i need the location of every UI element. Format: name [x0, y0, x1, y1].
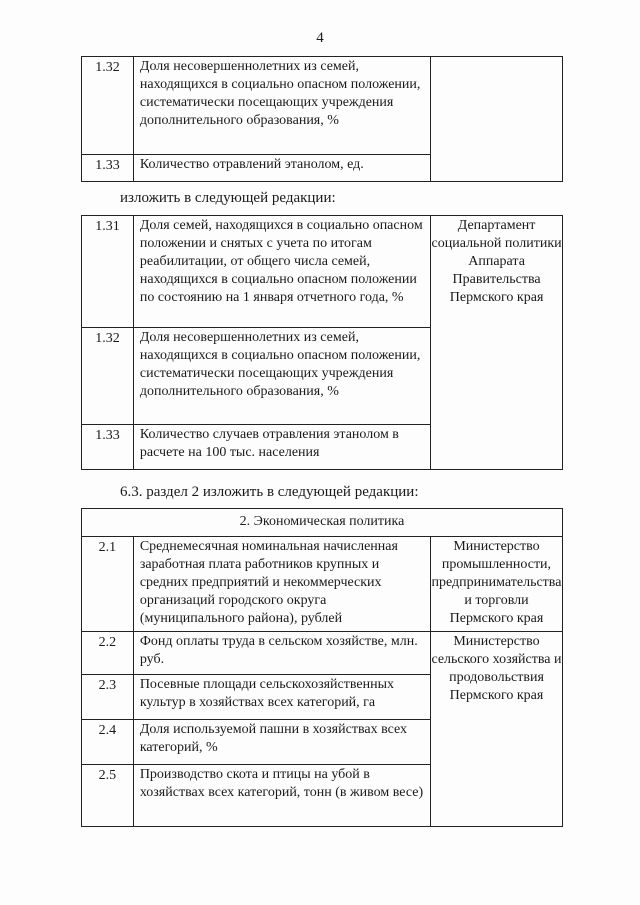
- table-row: [82, 537, 563, 632]
- table-row: [82, 632, 563, 675]
- section-heading-row: [82, 509, 563, 537]
- row-number: 1.33: [82, 155, 134, 182]
- row-number: 2.2: [82, 632, 134, 675]
- row-indicator-text: Среднемесячная номинальная начисленная заработная плата работников крупных и средних предприятий и некоммерческих организаций городского округа (муниципального района), рублей: [133, 537, 430, 632]
- table-row: [82, 216, 563, 328]
- row-number: 1.33: [82, 425, 134, 470]
- paragraph-section-2: 6.3. раздел 2 изложить в следующей редакции:: [120, 484, 419, 500]
- page-number: 4: [316, 30, 324, 46]
- row-indicator-text: Доля семей, находящихся в социально опасном положении и снятых с учета по итогам реабилитации, от общего числа семей, находящихся в социально опасном положении по состоянию на 1 января отчетного года, %: [133, 216, 430, 328]
- table-row: [82, 57, 563, 155]
- row-number: 2.3: [82, 675, 134, 720]
- row-indicator-text: Доля используемой пашни в хозяйствах всех категорий, %: [133, 720, 430, 765]
- row-number: 2.1: [82, 537, 134, 632]
- row-indicator-text: Количество отравлений этанолом, ед.: [133, 155, 430, 182]
- row-number: 2.4: [82, 720, 134, 765]
- responsible-cell: Министерство сельского хозяйства и продовольствия Пермского края: [430, 632, 562, 827]
- row-indicator-text: Количество случаев отравления этанолом в расчете на 100 тыс. населения: [133, 425, 430, 470]
- responsible-cell: Министерство промышленности, предпринимательства и торговли Пермского края: [430, 537, 562, 632]
- row-indicator-text: Посевные площади сельскохозяйственных культур в хозяйствах всех категорий, га: [133, 675, 430, 720]
- table-new-indicators: [81, 215, 563, 470]
- row-number: 1.32: [82, 57, 134, 155]
- row-number: 2.5: [82, 765, 134, 827]
- row-indicator-text: Доля несовершеннолетних из семей, находящихся в социально опасном положении, систематически посещающих учреждения дополнительного образования, %: [133, 57, 430, 155]
- responsible-cell: Департамент социальной политики Аппарата Правительства Пермского края: [431, 216, 563, 470]
- row-indicator-text: Доля несовершеннолетних из семей, находящихся в социально опасном положении, систематически посещающих учреждения дополнительного образования, %: [133, 328, 430, 425]
- table-economic-policy: [81, 508, 563, 827]
- table-old-indicators: [81, 56, 563, 182]
- row-indicator-text: Производство скота и птицы на убой в хозяйствах всех категорий, тонн (в живом весе): [133, 765, 430, 827]
- paragraph-new-edition: изложить в следующей редакции:: [120, 190, 336, 206]
- responsible-cell: [431, 57, 563, 182]
- row-number: 1.31: [82, 216, 134, 328]
- row-indicator-text: Фонд оплаты труда в сельском хозяйстве, млн. руб.: [133, 632, 430, 675]
- section-heading: 2. Экономическая политика: [82, 509, 563, 537]
- row-number: 1.32: [82, 328, 134, 425]
